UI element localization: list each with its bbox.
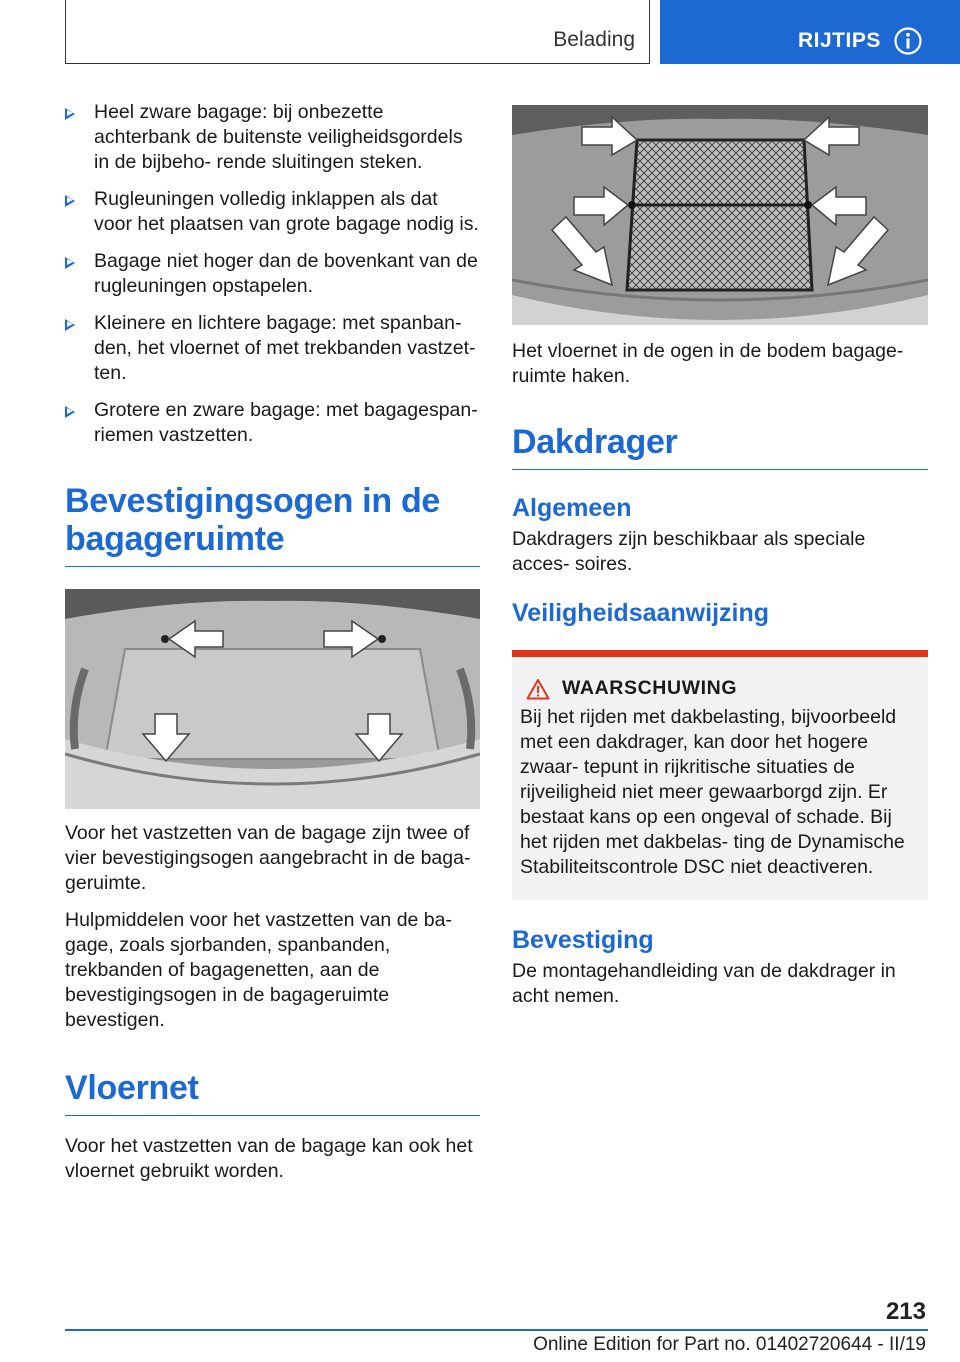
paragraph-mount: De montagehandleiding van de dakdrager in acht nemen. (512, 960, 896, 1007)
warning-box (512, 650, 928, 900)
list-item: Bagage niet hoger dan de bovenkant van de rugleuningen opstapelen. (65, 249, 480, 299)
list-item: Grotere en zware bagage: met bagagespan‐ riemen vastzetten. (65, 398, 480, 448)
bullet-triangle-icon (65, 257, 75, 269)
page-number: 213 (885, 1298, 926, 1325)
list-item: Rugleuningen volledig inklappen als dat voor het plaatsen van grote bagage nodig is. (65, 187, 480, 237)
paragraph-net-hooks: Het vloernet in de ogen in de bodem bagage‐ ruimte haken. (512, 340, 904, 387)
footer-edition: Online Edition for Part no. 01402720644 - II/19 (533, 1334, 926, 1355)
warning-triangle-icon (526, 678, 550, 700)
paragraph-vloernet: Voor het vastzetten van de bagage kan ook het vloernet gebruikt worden. (65, 1135, 473, 1182)
footer-divider (65, 1329, 928, 1331)
subheading-algemeen: Algemeen (512, 494, 632, 522)
warning-title: WAARSCHUWING (562, 677, 738, 699)
bullet-list (65, 100, 480, 448)
bullet-triangle-icon (65, 108, 75, 120)
heading-vloernet: Vloernet (65, 1069, 480, 1116)
subheading-bevestiging: Bevestiging (512, 926, 654, 954)
paragraph-general: Dakdragers zijn beschikbaar als speciale acces‐ soires. (512, 528, 866, 575)
heading-dakdrager: Dakdrager (512, 423, 928, 470)
list-item: Kleinere en lichtere bagage: met spanban‐ den, het vloernet of met trekbanden vastzet‐ ten. (65, 311, 480, 386)
right-column (512, 105, 928, 1009)
warning-header (520, 677, 920, 700)
left-column (65, 100, 480, 1184)
heading-bevestigingsogen: Bevestigingsogen in de bagageruimte (65, 482, 480, 567)
warning-text: Bij het rijden met dakbelasting, bijvoorbeeld met een dakdrager, kan door het hogere zwaar‐ tepunt in rijkritische situaties de rijveiligheid niet meer gewaarborgd zijn. Er bestaat kans op een ongeval of schade. Bij het rijden met dakbelas‐ ting de Dynamische Stabiliteitscontrole DSC niet deactiveren. (520, 706, 905, 878)
bullet-triangle-icon (65, 406, 75, 418)
subheading-veiligheid: Veiligheidsaanwijzing (512, 599, 770, 627)
bullet-triangle-icon (65, 319, 75, 331)
tab-label: RIJTIPS (798, 29, 881, 52)
tab-rijtips[interactable] (660, 0, 960, 64)
trunk-eyes-illustration (65, 589, 480, 809)
header-section-box (65, 0, 650, 64)
paragraph-eyes-1: Voor het vastzetten van de bagage zijn twee of vier bevestigingsogen aangebracht in de baga‐ geruimte. (65, 822, 471, 894)
list-item: Heel zware bagage: bij onbezette achterbank de buitenste veiligheidsgordels in de bijbeho‐ rende sluitingen steken. (65, 100, 480, 175)
paragraph-eyes-2: Hulpmiddelen voor het vastzetten van de ba‐ gage, zoals sjorbanden, spanbanden, trekbanden of bagagenetten, aan de bevestigingsogen in de bagageruimte bevestigen. (65, 909, 452, 1031)
section-title: Belading (553, 28, 635, 51)
bullet-triangle-icon (65, 195, 75, 207)
floor-net-illustration (512, 105, 928, 325)
info-icon[interactable] (893, 26, 923, 56)
